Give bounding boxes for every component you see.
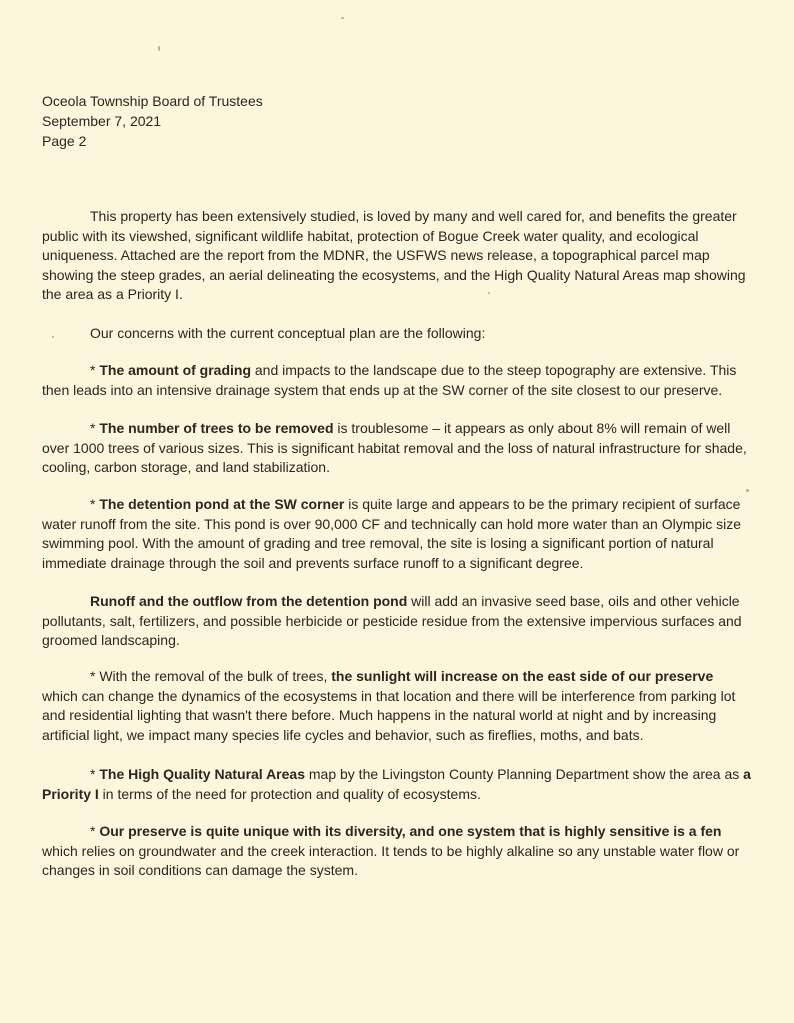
concern-heading-2: a Priority I (42, 766, 751, 802)
concern-prefix: * (90, 420, 100, 436)
concern-prefix: * (90, 823, 100, 839)
concern-prefix: * (90, 766, 100, 782)
concern-heading: Runoff and the outflow from the detention pond (90, 593, 408, 609)
concern-text: which relies on groundwater and the creek interaction. It tends to be highly alkaline so any unstable water flow or changes in soil conditions can damage the system. (42, 842, 740, 878)
concern-text-2: in terms of the need for protection and quality of ecosystems. (98, 785, 481, 802)
letter-header (42, 91, 263, 151)
concern-text: will add an invasive seed base, oils and other vehicle pollutants, salt, fertilizers, and possible herbicide or pesticide residue from the extensive impervious surfaces and groomed landscaping. (42, 593, 742, 648)
concern-heading: the sunlight will increase on the east side of our preserve (331, 668, 714, 684)
concern-text: and impacts to the landscape due to the steep topography are extensive. This then leads into an intensive drainage system that ends up at the SW corner of the site closest to our preserve. (42, 362, 737, 398)
concern-prefix: * (90, 362, 100, 378)
intro-paragraph: This property has been extensively studied, is loved by many and well cared for, and benefits the greater public with its viewshed, significant wildlife habitat, protection of Bogue Creek water quality, and ecological uniqueness. Attached are the report from the MDNR, the USFWS news release, a topographical parcel map showing the steep grades, an aerial delineating the ecosystems, and the High Quality Natural Areas map showing the area as a Priority I. (42, 208, 746, 302)
concern-heading: The number of trees to be removed (99, 420, 334, 436)
scan-speck (746, 489, 749, 492)
scan-speck (158, 46, 160, 51)
concern-heading: Our preserve is quite unique with its diversity, and one system that is highly sensitive is a fen (99, 823, 722, 839)
concerns-intro: Our concerns with the current conceptual plan are the following: (90, 325, 486, 341)
concern-sunlight (42, 667, 752, 745)
concern-grading (42, 361, 752, 400)
concern-text: which can change the dynamics of the ecosystems in that location and there will be interference from parking lot and residential lighting that wasn't there before. Much happens in the natural world at night and by increasing artificial light, we impact many species life cycles and behavior, such as fireflies, moths, and bats. (42, 687, 736, 743)
concern-fen (42, 822, 752, 881)
concern-trees (42, 419, 752, 478)
concern-prefix: * (90, 496, 100, 512)
concern-heading: The High Quality Natural Areas (99, 766, 305, 782)
concern-runoff (42, 592, 752, 651)
concern-high-quality-areas (42, 765, 752, 804)
page-number: Page 2 (42, 133, 87, 149)
concern-text: is quite large and appears to be the primary recipient of surface water runoff from the site. This pond is over 90,000 CF and technically can hold more water than an Olympic size swimming pool. With the amount of grading and tree removal, the site is losing a significant portion of natural immediate drainage through the soil and prevents surface runoff to a significant degree. (42, 496, 742, 571)
concern-heading: The detention pond at the SW corner (99, 496, 345, 512)
scan-speck (341, 17, 344, 19)
concern-detention-pond (42, 495, 752, 573)
concern-prefix: * With the removal of the bulk of trees, (90, 668, 332, 684)
concern-heading: The amount of grading (99, 362, 251, 378)
concern-text: is troublesome – it appears as only about 8% will remain of well over 1000 trees of various sizes. This is significant habitat removal and the loss of natural infrastructure for shade, cooling, carbon storage, and land stabilization. (42, 420, 747, 475)
recipient: Oceola Township Board of Trustees (42, 93, 263, 109)
concern-text: map by the Livingston County Planning Department show the area as (304, 766, 744, 782)
letter-date: September 7, 2021 (42, 113, 162, 129)
